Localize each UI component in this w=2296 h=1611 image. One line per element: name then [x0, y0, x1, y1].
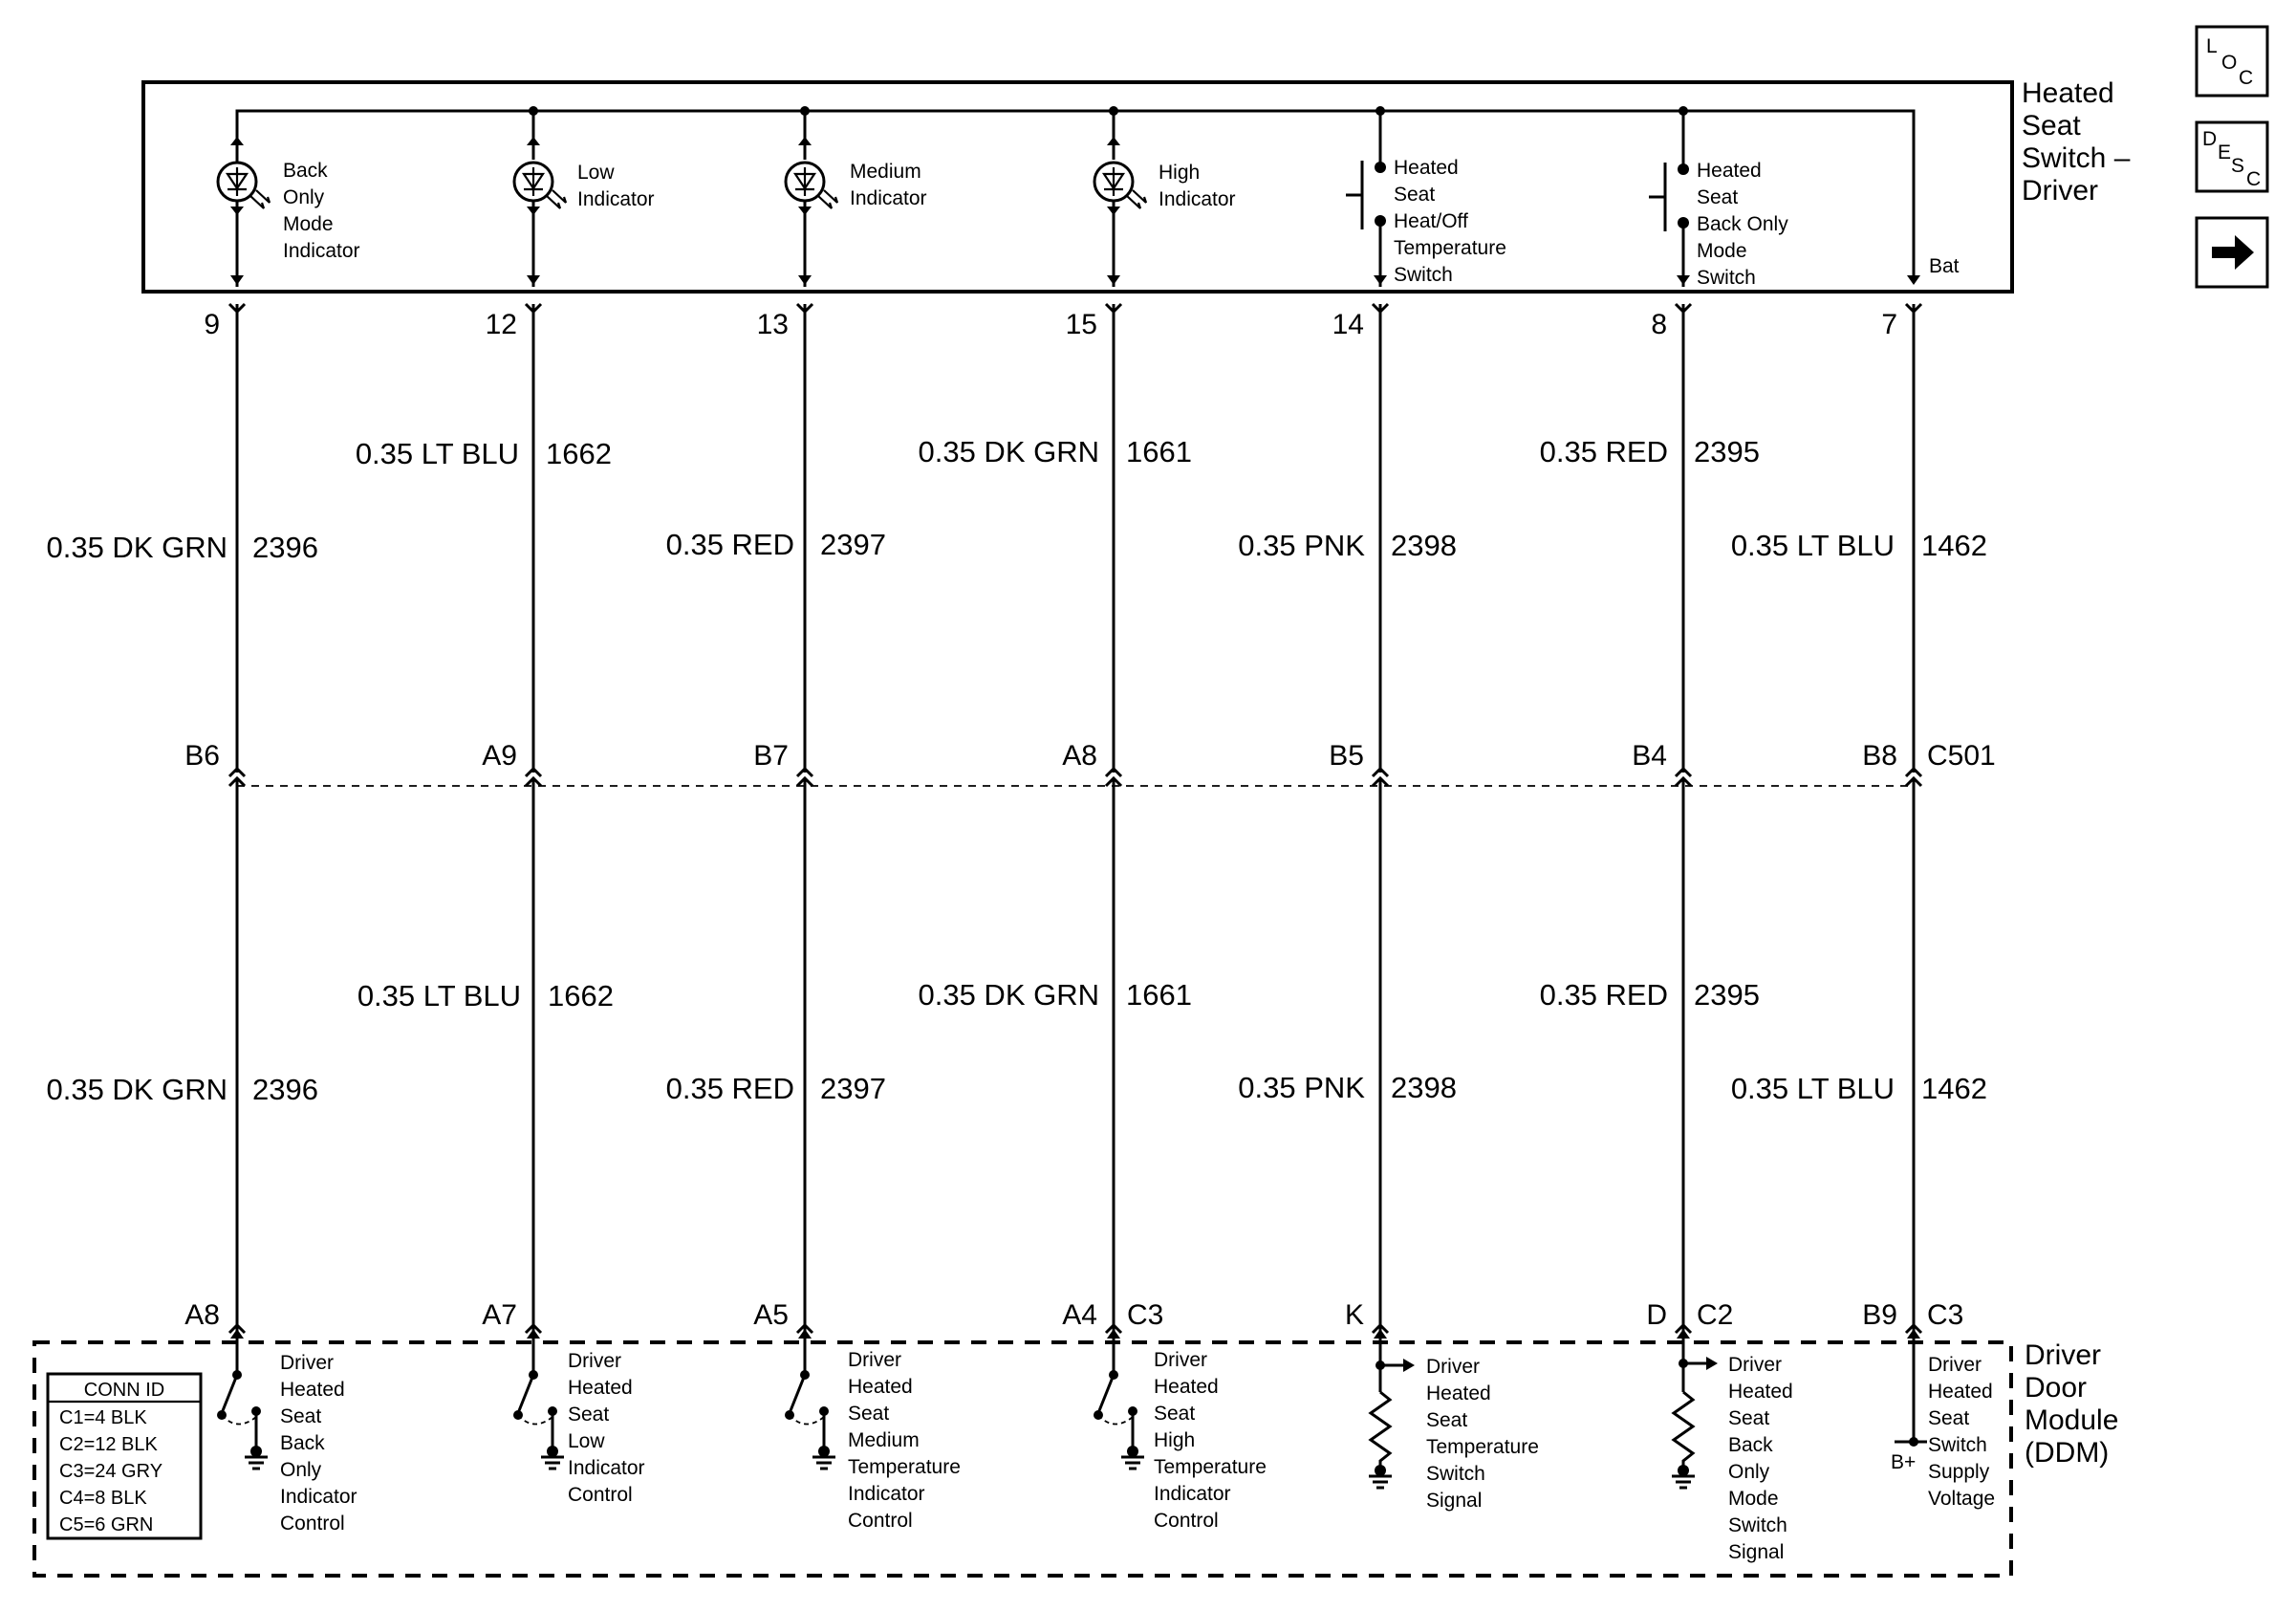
back-only-mode-switch-label: Heated Seat Back Only Mode Switch — [1697, 160, 1788, 289]
lower-wire-1-color: 0.35 DK GRN — [46, 1073, 227, 1106]
top-pin-15: 15 — [1065, 309, 1097, 340]
top-pin-14: 14 — [1332, 309, 1364, 340]
bplus-label: B+ — [1891, 1451, 1917, 1473]
upper-wire-7-color: 0.35 LT BLU — [1730, 529, 1895, 562]
medium-indicator-label: Medium Indicator — [850, 161, 927, 209]
lower-wire-2-color: 0.35 LT BLU — [357, 979, 521, 1012]
upper-wire-1-color: 0.35 DK GRN — [46, 531, 227, 564]
upper-wire-3-color: 0.35 RED — [665, 528, 794, 561]
ddm-resistor-6 — [1672, 1329, 1718, 1488]
svg-text:C: C — [2239, 67, 2254, 89]
connector-c501 — [184, 740, 1995, 786]
svg-text:S: S — [2231, 155, 2245, 177]
lower-wire-7-color: 0.35 LT BLU — [1730, 1072, 1895, 1105]
upper-wire-6-color: 0.35 RED — [1539, 435, 1668, 468]
ddm-label-1: Driver Heated Seat Back Only Indicator Control — [280, 1352, 357, 1535]
top-pin-8: 8 — [1651, 309, 1667, 340]
lower-wire-2-circuit: 1662 — [548, 979, 614, 1012]
c501-pin-b6: B6 — [184, 740, 220, 772]
heat-off-temperature-switch-label: Heated Seat Heat/Off Temperature Switch — [1394, 157, 1506, 286]
upper-wire-5-color: 0.35 PNK — [1238, 529, 1365, 562]
lower-wire-4-circuit: 1661 — [1126, 978, 1192, 1012]
lower-wire-5-circuit: 2398 — [1391, 1071, 1457, 1104]
svg-text:D: D — [2202, 128, 2218, 150]
bottom-pin-a4: A4 — [1062, 1299, 1097, 1331]
lower-wire-6-circuit: 2395 — [1694, 978, 1760, 1012]
ddm-label-6: Driver Heated Seat Back Only Mode Switch Signal — [1728, 1354, 1793, 1563]
ddm-label-4: Driver Heated Seat High Temperature Indicator Control — [1154, 1349, 1267, 1532]
top-pin-9: 9 — [204, 309, 220, 340]
heat-off-temperature-switch — [1346, 111, 1387, 287]
upper-wire-2-circuit: 1662 — [546, 437, 612, 470]
top-pin-12: 12 — [485, 309, 517, 340]
ddm-dashed-box — [34, 1342, 2011, 1576]
c501-pin-b4: B4 — [1632, 740, 1667, 772]
ddm-supply-7 — [1895, 1329, 1927, 1447]
bottom-pin-b9: B9 — [1862, 1299, 1897, 1331]
bottom-pin-k: K — [1344, 1299, 1364, 1331]
bottom-pin-d-conn: C2 — [1697, 1299, 1734, 1331]
heated-seat-switch-component — [143, 77, 2138, 292]
medium-indicator-led — [786, 111, 837, 287]
upper-wire-3-circuit: 2397 — [820, 528, 886, 561]
ddm-label-7: Driver Heated Seat Switch Supply Voltage — [1928, 1354, 1996, 1510]
c501-pin-a9: A9 — [482, 740, 517, 772]
low-indicator-label: Low Indicator — [577, 162, 655, 210]
conn-id-table — [48, 1374, 201, 1538]
svg-text:E: E — [2218, 142, 2232, 163]
top-pin-13: 13 — [756, 309, 789, 340]
svg-text:C: C — [2246, 168, 2262, 190]
lower-wire-3-circuit: 2397 — [820, 1072, 886, 1105]
upper-wire-labels — [46, 435, 1986, 564]
lower-wire-6-color: 0.35 RED — [1539, 978, 1668, 1012]
upper-wire-2-color: 0.35 LT BLU — [355, 437, 519, 470]
svg-text:L: L — [2206, 35, 2218, 57]
lower-wire-3-color: 0.35 RED — [665, 1072, 794, 1105]
ddm-switch-3 — [785, 1329, 835, 1469]
upper-wire-7-circuit: 1462 — [1921, 529, 1987, 562]
c501-pin-b8: B8 — [1862, 740, 1897, 772]
bottom-pin-d: D — [1646, 1299, 1667, 1331]
c501-pin-b5: B5 — [1329, 740, 1364, 772]
ddm-switch-4 — [1094, 1329, 1144, 1469]
ddm-title: Driver Door Module (DDM) — [2025, 1339, 2119, 1469]
loc-button[interactable] — [2197, 27, 2267, 96]
svg-text:O: O — [2221, 52, 2238, 74]
bottom-pin-a4-conn: C3 — [1127, 1299, 1164, 1331]
bottom-pin-a7: A7 — [482, 1299, 517, 1331]
bottom-pin-a5: A5 — [753, 1299, 789, 1331]
back-only-mode-switch — [1649, 111, 1690, 287]
upper-wire-4-color: 0.35 DK GRN — [918, 435, 1099, 468]
conn-id-title: CONN ID — [83, 1380, 165, 1401]
high-indicator-label: High Indicator — [1159, 162, 1236, 210]
upper-wire-5-circuit: 2398 — [1391, 529, 1457, 562]
bat-label: Bat — [1929, 255, 1960, 277]
top-pins — [204, 309, 1897, 340]
bottom-pin-a8: A8 — [184, 1299, 220, 1331]
next-button[interactable] — [2197, 218, 2267, 287]
lower-wire-5-color: 0.35 PNK — [1238, 1071, 1365, 1104]
high-indicator-led — [1094, 111, 1146, 287]
c501-name: C501 — [1927, 740, 1996, 772]
conn-id-rows: C1=4 BLK C2=12 BLK C3=24 GRY C4=8 BLK C5=6 GRN — [59, 1407, 162, 1535]
top-pin-7: 7 — [1881, 309, 1897, 340]
low-indicator-led — [514, 111, 566, 287]
heated-seat-switch-title: Heated Seat Switch – Driver — [2022, 77, 2131, 207]
c501-pin-a8: A8 — [1062, 740, 1097, 772]
ddm-label-3: Driver Heated Seat Medium Temperature Indicator Control — [848, 1349, 961, 1532]
lower-wire-7-circuit: 1462 — [1921, 1072, 1987, 1105]
lower-wire-1-circuit: 2396 — [252, 1073, 318, 1106]
ddm-switch-2 — [513, 1329, 564, 1469]
back-only-mode-indicator-label: Back Only Mode Indicator — [283, 160, 360, 262]
c501-pin-b7: B7 — [753, 740, 789, 772]
bottom-pins — [184, 1299, 1963, 1331]
ddm-resistor-5 — [1369, 1329, 1415, 1488]
lower-wire-4-color: 0.35 DK GRN — [918, 978, 1099, 1012]
upper-wire-6-circuit: 2395 — [1694, 435, 1760, 468]
upper-wire-1-circuit: 2396 — [252, 531, 318, 564]
back-only-mode-indicator-led — [218, 137, 270, 287]
upper-wire-4-circuit: 1661 — [1126, 435, 1192, 468]
bottom-pin-b9-conn: C3 — [1927, 1299, 1964, 1331]
ddm-label-5: Driver Heated Seat Temperature Switch Signal — [1426, 1356, 1539, 1512]
driver-door-module-component — [34, 1339, 2127, 1576]
lower-wire-labels — [46, 978, 1986, 1106]
ddm-label-2: Driver Heated Seat Low Indicator Control — [568, 1350, 645, 1506]
desc-button[interactable] — [2197, 122, 2267, 191]
ddm-switch-1 — [217, 1329, 268, 1469]
